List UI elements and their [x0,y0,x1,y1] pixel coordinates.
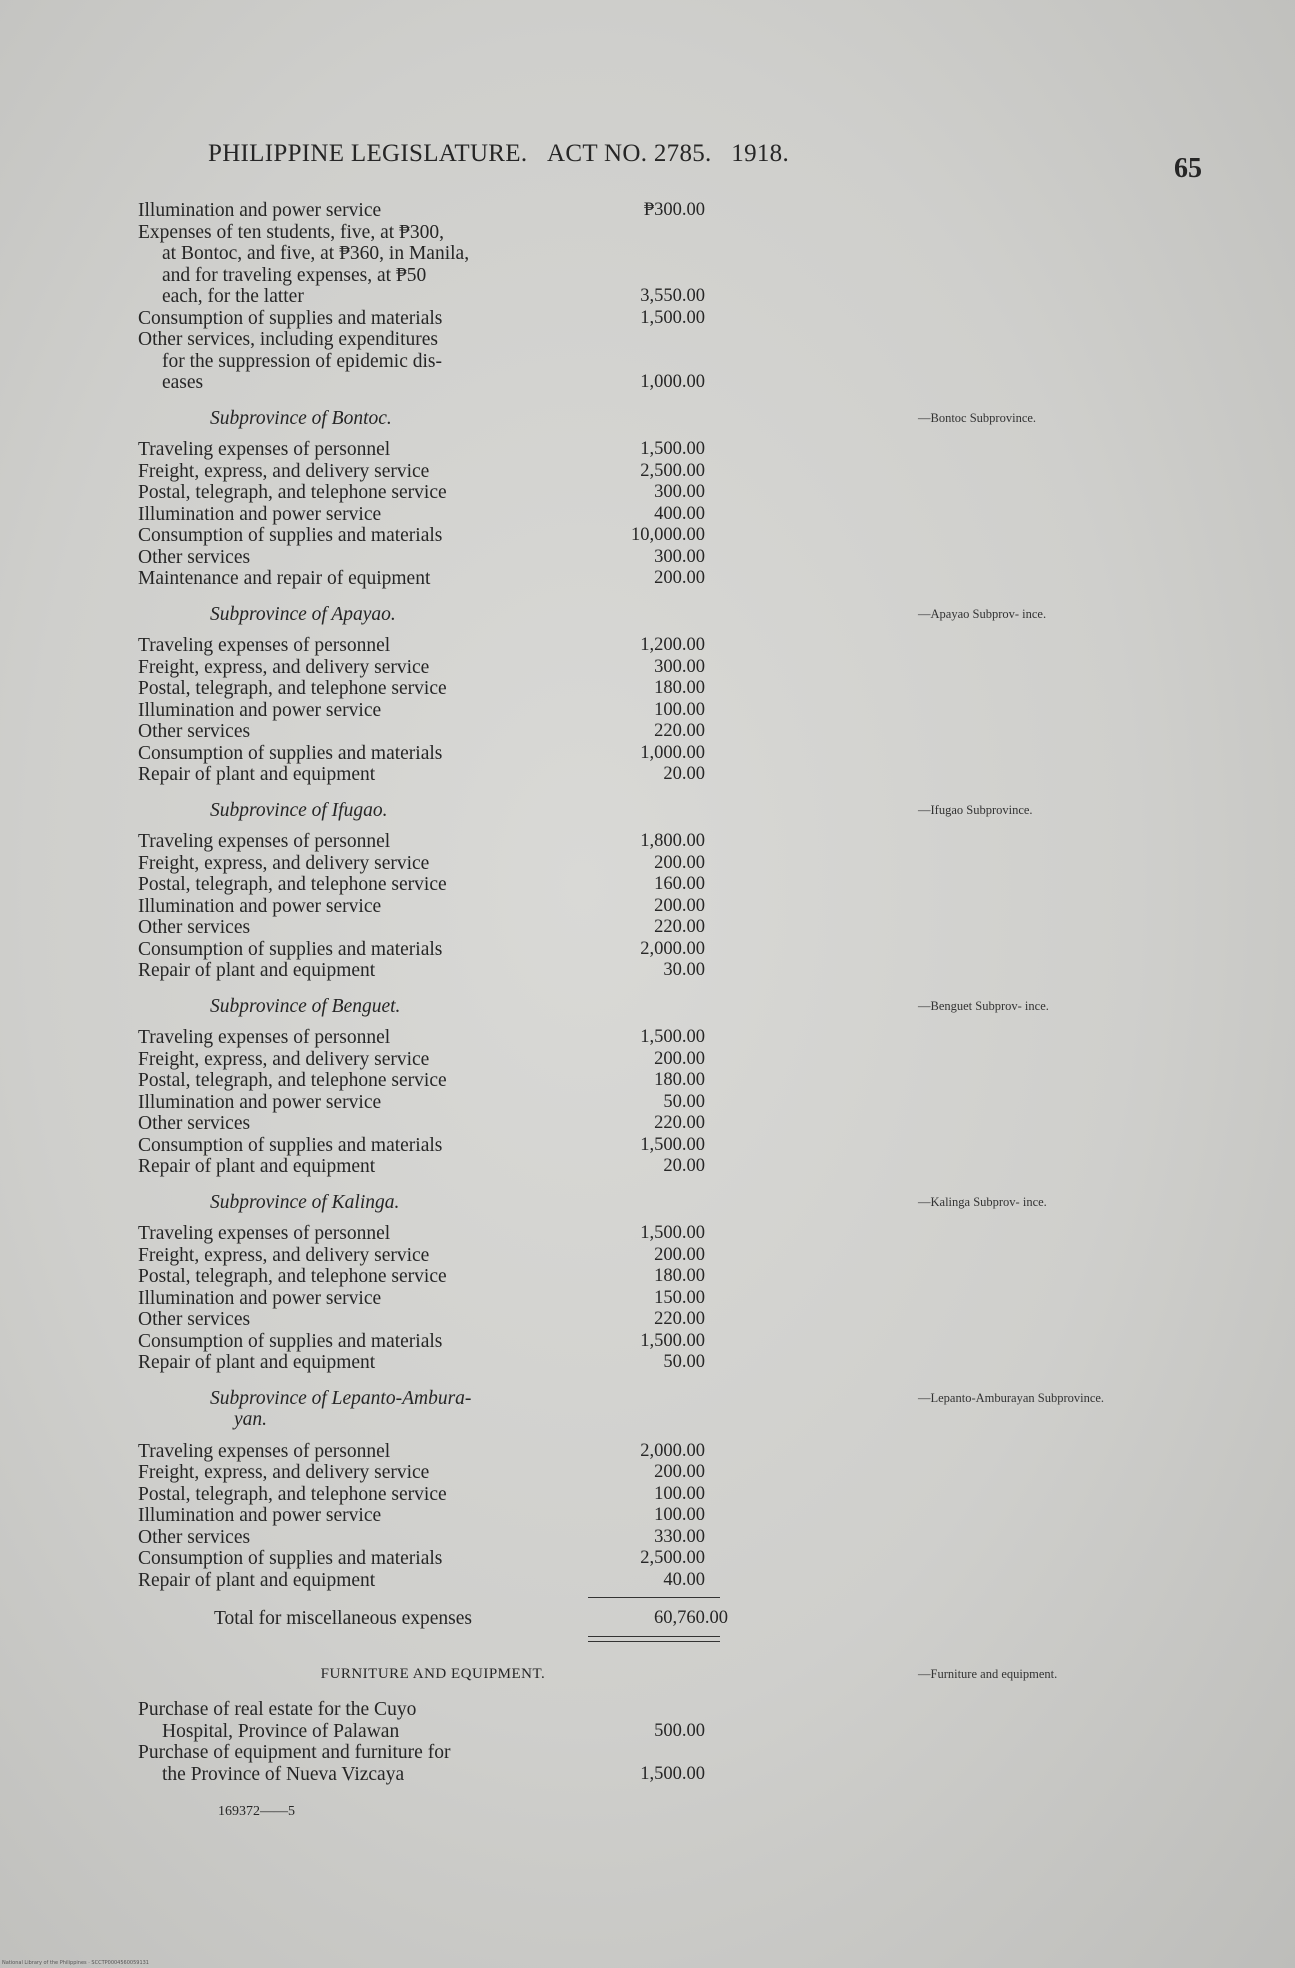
section-title: Subprovince of Ifugao. [210,799,388,821]
line-item-line: Other services, including expenditures [138,329,438,350]
line-item [138,678,728,700]
line-item-amount: 500.00 [654,1720,705,1741]
line-item-label: Other services [138,917,251,938]
line-item-label: Other services [138,1526,251,1548]
line-item-amount: 1,800.00 [640,831,705,851]
line-item-line: Purchase of real estate for the Cuyo [138,1699,417,1720]
line-item [138,1484,728,1506]
line-item-amount: 1,500.00 [640,1027,705,1047]
line-item-label: Repair of plant and equipment [138,1569,376,1591]
line-item-label: Illumination and power service [138,503,382,525]
line-item-label: Freight, express, and delivery service [138,1462,430,1483]
line-item-amount: 200.00 [654,1244,705,1265]
line-item-label: Illumination and power service [138,895,382,917]
line-item-amount: 2,000.00 [640,938,705,959]
header-act-number: ACT NO. 2785. [547,140,712,167]
line-item-label: Traveling expenses of personnel [138,635,391,656]
line-item-line: Expenses of ten students, five, at ₱300, [138,221,444,243]
line-item-label: Other services [138,1309,251,1330]
section-title: Subprovince of Benguet. [210,995,401,1017]
line-item-label: Postal, telegraph, and telephone service [138,1266,447,1287]
header-legislature: PHILIPPINE LEGISLATURE. [208,140,528,167]
line-item-line: eases [162,372,204,393]
line-item-amount: 180.00 [654,678,705,698]
line-item-label: Freight, express, and delivery service [138,656,430,678]
line-item-label: Traveling expenses of personnel [138,1027,391,1048]
sum-rule [588,1597,720,1598]
running-header [208,140,789,168]
line-item [138,1070,728,1092]
line-item-amount: 300.00 [654,546,705,567]
line-item-label [138,222,593,308]
section-title: Subprovince of Lepanto-Ambura- [210,1387,472,1409]
signature-mark: 169372——5 [218,1804,295,1819]
line-item-amount: 1,500.00 [640,439,705,459]
line-item [138,1742,728,1785]
line-item-label: Repair of plant and equipment [138,764,376,785]
line-item [138,329,728,394]
line-item-label: Traveling expenses of personnel [138,831,391,852]
line-item-label: Consumption of supplies and materials [138,742,443,764]
line-item [138,525,728,547]
line-item-label: Maintenance and repair of equipment [138,568,431,589]
line-item-label [138,1742,593,1785]
line-item-label: Traveling expenses of personnel [138,1223,391,1244]
line-item-amount: 220.00 [654,1113,705,1133]
line-item [138,700,728,722]
line-item-line: the Province of Nueva Vizcaya [162,1763,405,1785]
line-item [138,461,728,483]
line-item-label: Other services [138,1113,251,1134]
line-item-amount: 2,500.00 [640,460,705,481]
line-item [138,568,728,590]
line-item-label: Postal, telegraph, and telephone service [138,678,447,699]
line-item [138,1156,728,1178]
line-item [138,1441,728,1463]
line-item [138,1223,728,1245]
line-item-amount: 200.00 [654,1462,705,1482]
line-item-amount: 220.00 [654,1309,705,1329]
line-item-amount: 2,000.00 [640,1440,705,1461]
line-item-amount: 50.00 [663,1091,705,1112]
line-item-amount: 3,550.00 [640,286,705,306]
line-item [138,1548,728,1570]
line-item [138,308,728,330]
line-item-label: Other services [138,721,251,742]
line-item-line: and for traveling expenses, at ₱50 [162,264,427,286]
header-year: 1918. [731,140,790,167]
line-item [138,1245,728,1267]
line-item-amount: 200.00 [654,1048,705,1069]
line-item [138,657,728,679]
line-item-line: at Bontoc, and five, at ₱360, in Manila, [162,243,470,264]
line-item-amount: 200.00 [654,895,705,916]
line-item-label: Freight, express, and delivery service [138,852,430,874]
line-item-label: Consumption of supplies and materials [138,1134,443,1156]
line-item-amount: 200.00 [654,568,705,588]
line-item [138,222,728,308]
line-item-label: Postal, telegraph, and telephone service [138,1483,447,1505]
line-item-label: Repair of plant and equipment [138,960,376,981]
line-item-label: Illumination and power service [138,1091,382,1113]
line-item-label: Postal, telegraph, and telephone service [138,874,447,895]
line-item-amount: 220.00 [654,917,705,937]
line-item [138,200,728,222]
line-item-amount: ₱300.00 [643,200,705,220]
line-item-amount: 330.00 [654,1526,705,1547]
line-item-label [138,1699,593,1742]
line-item-amount: 1,200.00 [640,635,705,655]
line-item-amount: 30.00 [663,960,705,980]
line-item [138,1113,728,1135]
line-item-label: Repair of plant and equipment [138,1352,376,1373]
line-item-label [138,200,593,222]
line-item-label: Freight, express, and delivery service [138,1244,430,1266]
line-item-amount: 300.00 [654,656,705,677]
total-row-amount: 60,760.00 [654,1608,728,1628]
margin-note: —Lepanto-Amburayan Subprovince. [918,1390,1105,1405]
line-item [138,482,728,504]
double-rule [588,1636,720,1642]
line-item-amount: 100.00 [654,1505,705,1525]
line-item [138,1266,728,1288]
line-item [138,504,728,526]
line-item-amount: 1,500.00 [640,1223,705,1243]
line-item-amount: 100.00 [654,1483,705,1504]
line-item-label: Traveling expenses of personnel [138,1440,391,1462]
section-title: Subprovince of Kalinga. [210,1191,400,1213]
line-item [138,1135,728,1157]
line-item [138,917,728,939]
line-item-line: for the suppression of epidemic dis- [162,350,442,372]
scan-credit: National Library of the Philippines · SCCTP0004560059131 [2,1960,149,1966]
line-item [138,1309,728,1331]
line-item-label: Illumination and power service [138,1287,382,1309]
line-item-line: Consumption of supplies and materials [138,307,443,329]
margin-note: —Ifugao Subprovince. [918,802,1033,817]
line-item-label: Freight, express, and delivery service [138,460,430,482]
section-title-continued: yan. [234,1409,268,1430]
line-item [138,1027,728,1049]
line-item-label: Other services [138,546,251,568]
line-item-amount: 40.00 [663,1569,705,1590]
line-item-amount: 1,500.00 [640,1763,705,1784]
line-item-line: Purchase of equipment and furniture for [138,1742,451,1763]
line-item [138,831,728,853]
line-item [138,874,728,896]
margin-note: —Benguet Subprov- ince. [918,998,1049,1013]
line-item [138,1462,728,1484]
margin-note: —Kalinga Subprov- ince. [918,1194,1047,1209]
line-item-amount: 20.00 [663,1156,705,1176]
line-item-label: Repair of plant and equipment [138,1156,376,1177]
line-item-label: Consumption of supplies and materials [138,1548,443,1569]
line-item-line: each, for the latter [162,286,304,307]
line-item-amount: 1,500.00 [640,307,705,328]
line-item-amount: 1,500.00 [640,1330,705,1351]
line-item-amount: 10,000.00 [631,525,705,545]
line-item [138,439,728,461]
line-item-amount: 220.00 [654,721,705,741]
line-item [138,960,728,982]
line-item-label: Illumination and power service [138,1505,382,1526]
line-item-label: Illumination and power service [138,699,382,721]
line-item [138,1288,728,1310]
line-item-label: Postal, telegraph, and telephone service [138,482,447,503]
line-item-label: Consumption of supplies and materials [138,938,443,960]
section-title: Subprovince of Bontoc. [210,407,392,429]
line-item [138,1699,728,1742]
line-item [138,1570,728,1592]
line-item-amount: 160.00 [654,874,705,894]
margin-note: —Apayao Subprov- ince. [918,606,1047,621]
line-item [138,939,728,961]
section-title: Subprovince of Apayao. [210,603,396,625]
margin-note: —Bontoc Subprovince. [918,410,1037,425]
line-item-line: Hospital, Province of Palawan [162,1720,400,1742]
line-item-label: Traveling expenses of personnel [138,439,391,460]
line-item-label: Consumption of supplies and materials [138,525,443,546]
line-item [138,547,728,569]
total-row [138,1608,728,1630]
line-item [138,1505,728,1527]
line-item-label: Freight, express, and delivery service [138,1048,430,1070]
line-item [138,896,728,918]
line-item-line: Illumination and power service [138,200,382,221]
line-item-amount: 150.00 [654,1287,705,1308]
line-item-label [138,308,593,330]
line-item [138,1331,728,1353]
line-item-label [138,329,593,394]
line-item-amount: 400.00 [654,503,705,524]
appropriation-list [138,200,728,1823]
line-item-label: Consumption of supplies and materials [138,1330,443,1352]
line-item [138,1049,728,1071]
line-item [138,1352,728,1374]
line-item-label: Postal, telegraph, and telephone service [138,1070,447,1091]
total-row-label: Total for miscellaneous expenses [214,1608,473,1629]
line-item-amount: 50.00 [663,1352,705,1372]
line-item-amount: 180.00 [654,1266,705,1286]
line-item [138,764,728,786]
line-item [138,743,728,765]
line-item [138,1092,728,1114]
margin-note: —Furniture and equipment. [918,1666,1058,1681]
line-item [138,1527,728,1549]
line-item-amount: 180.00 [654,1070,705,1090]
line-item-amount: 1,000.00 [640,372,705,392]
line-item-amount: 1,000.00 [640,742,705,763]
line-item [138,853,728,875]
line-item-amount: 100.00 [654,699,705,720]
line-item-amount: 2,500.00 [640,1548,705,1568]
line-item [138,721,728,743]
page-number: 65 [1174,153,1202,184]
furniture-heading: FURNITURE AND EQUIPMENT. [320,1665,546,1682]
line-item [138,635,728,657]
line-item-amount: 300.00 [654,482,705,502]
line-item-amount: 200.00 [654,852,705,873]
line-item-amount: 1,500.00 [640,1134,705,1155]
line-item-amount: 20.00 [663,764,705,784]
